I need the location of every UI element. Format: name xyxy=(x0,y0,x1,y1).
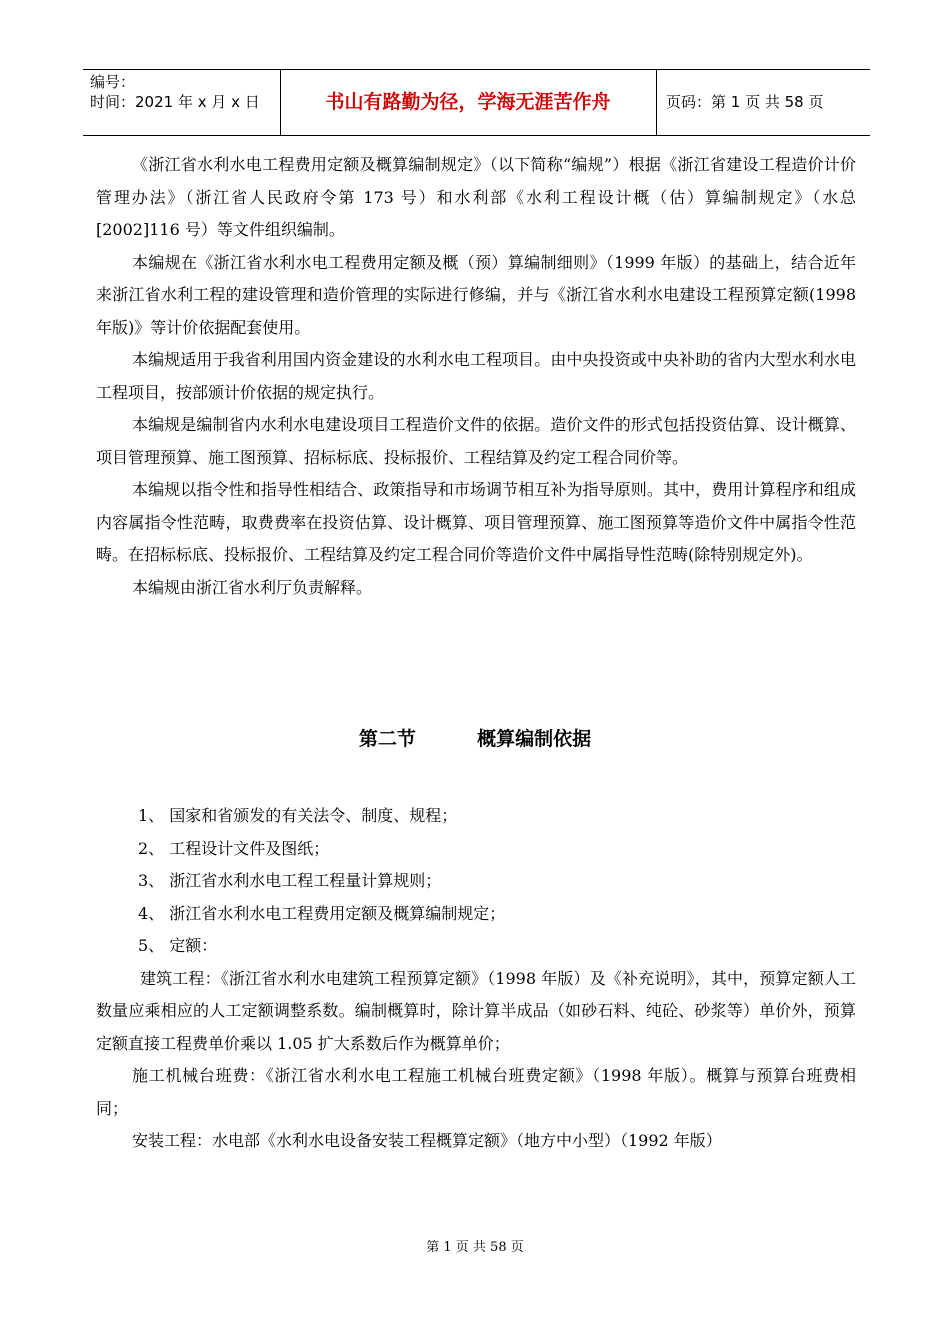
paragraph: 本编规是编制省内水利水电建设项目工程造价文件的依据。造价文件的形式包括投资估算、设计概算、项目管理预算、施工图预算、招标标底、投标报价、工程结算及约定工程合同价等。 xyxy=(96,415,856,467)
list-item: 2、 工程设计文件及图纸； xyxy=(138,838,330,858)
document-number: 编号： xyxy=(90,73,136,91)
section-heading xyxy=(0,723,950,755)
list-item: 3、 浙江省水利水电工程工程量计算规则； xyxy=(138,871,442,890)
list-item: 5、 定额： xyxy=(138,936,218,955)
paragraph: 建筑工程：《浙江省水利水电建筑工程预算定额》（1998 年版）及《补充说明》，其中，预算定额人工数量应乘相应的人工定额调整系数。编制概算时，除计算半成品（如砂石料、纯砼、砂浆等）单价外，预算定额直接工程费单价乘以 1.05 扩大系数后作为概算单价； xyxy=(96,968,856,1053)
intro-section xyxy=(96,149,856,604)
list-item: 4、 浙江省水利水电工程费用定额及概算编制规定； xyxy=(138,903,506,923)
list-item: 1、 国家和省颁发的有关法令、制度、规程； xyxy=(138,806,458,825)
header-motto: 书山有路勤为径，学海无涯苦作舟 xyxy=(325,91,611,113)
paragraph: 《浙江省水利水电工程费用定额及概算编制规定》（以下简称“编规”）根据《浙江省建设工程造价计价管理办法》（浙江省人民政府令第 173 号）和水利部《水利工程设计概（估）算编制规定》（水总[2002]116 号）等文件组织编制。 xyxy=(96,155,856,239)
paragraph: 本编规在《浙江省水利水电工程费用定额及概（预）算编制细则》（1999 年版）的基础上，结合近年来浙江省水利工程的建设管理和造价管理的实际进行修编，并与《浙江省水利水电建设工程预算定额(1998 年版)》等计价依据配套使用。 xyxy=(96,252,856,337)
header-divider-right xyxy=(656,69,657,135)
paragraph: 施工机械台班费：《浙江省水利水电工程施工机械台班费定额》（1998 年版）。概算与预算台班费相同； xyxy=(96,1066,856,1118)
paragraph: 安装工程：水电部《水利水电设备安装工程概算定额》（地方中小型）（1992 年版） xyxy=(132,1131,722,1150)
document-time: 时间：2021 年 x 月 x 日 xyxy=(90,93,260,111)
page-footer: 第 1 页 共 58 页 xyxy=(426,1240,524,1255)
basis-list xyxy=(96,800,856,1158)
header-page-number: 页码：第 1 页 共 58 页 xyxy=(666,93,824,111)
section-title: 概算编制依据 xyxy=(477,728,592,750)
section-number: 第二节 xyxy=(358,728,416,750)
paragraph: 本编规由浙江省水利厅负责解释。 xyxy=(132,577,373,597)
paragraph: 本编规以指令性和指导性相结合、政策指导和市场调节相互补为指导原则。其中，费用计算程序和组成内容属指令性范畴，取费费率在投资估算、设计概算、项目管理预算、施工图预算等造价文件中属指令性范畴。在招标标底、投标报价、工程结算及约定工程合同价等造价文件中属指导性范畴(除特别规定外)。 xyxy=(96,480,856,564)
paragraph: 本编规适用于我省利用国内资金建设的水利水电工程项目。由中央投资或中央补助的省内大型水利水电工程项目，按部颁计价依据的规定执行。 xyxy=(96,350,856,402)
header-info xyxy=(90,69,278,138)
